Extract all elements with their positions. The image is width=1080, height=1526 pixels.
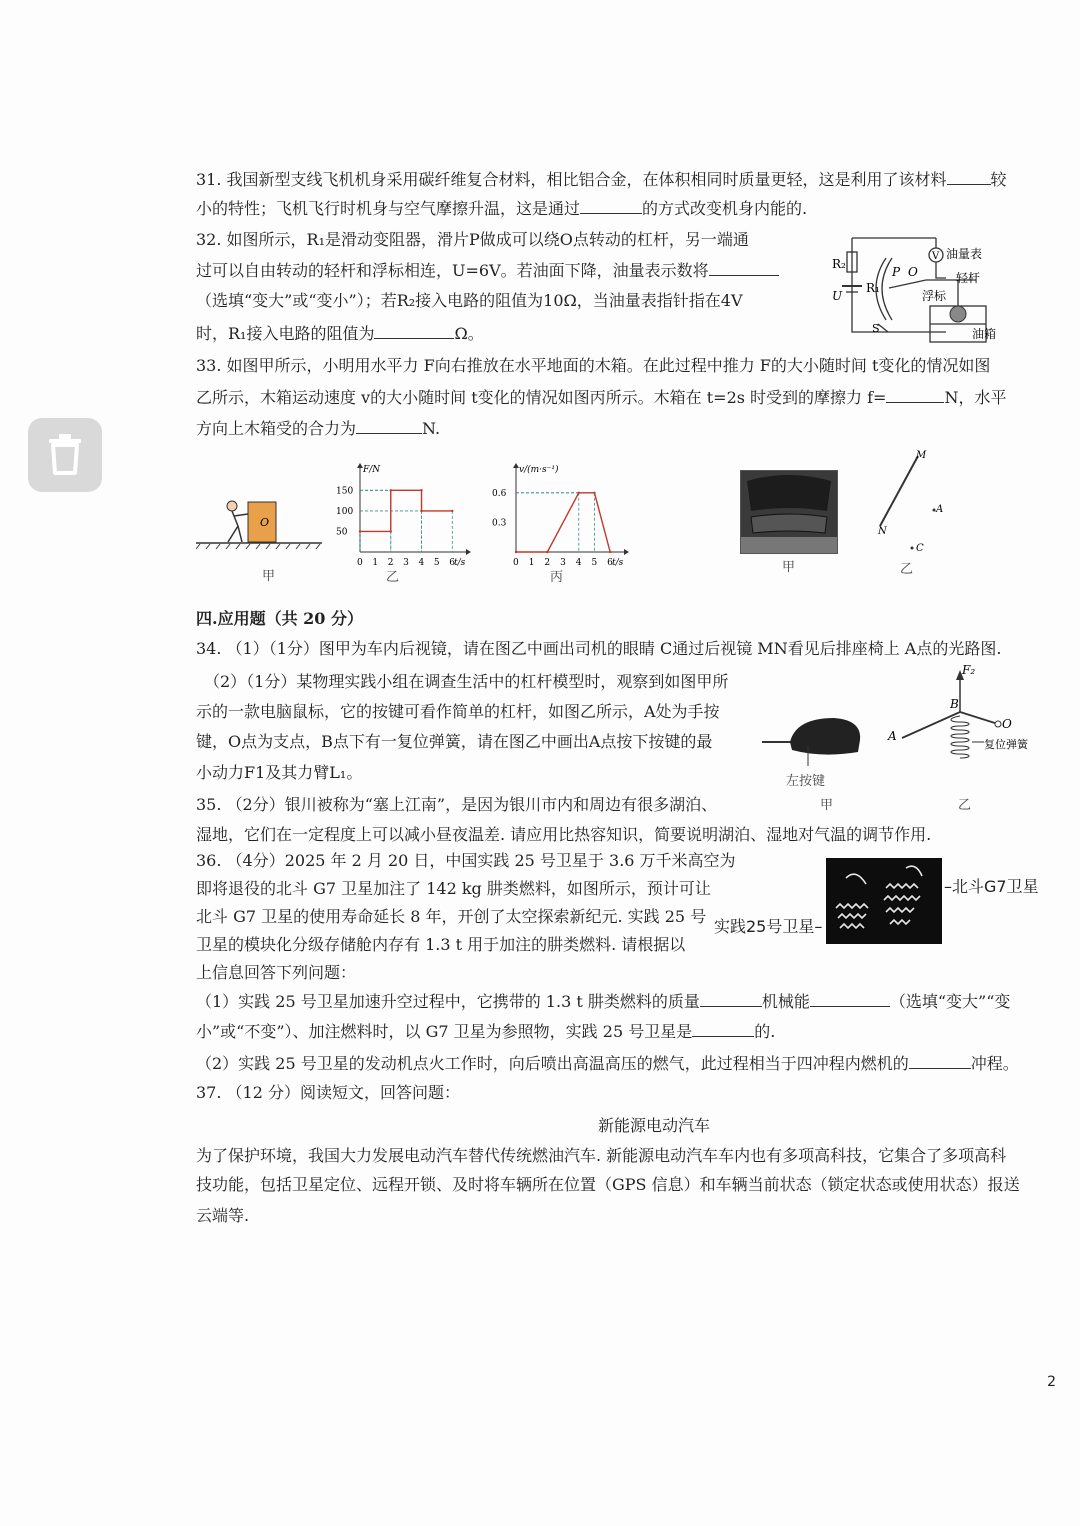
mirror-caption-jia: 甲 (782, 560, 796, 575)
q36-line1: 36. （4分）2025 年 2 月 20 日，中国实践 25 号卫星于 3.6 万千米高空为 (196, 851, 736, 870)
x-tick-label: 4 (418, 558, 425, 568)
q31-text: 较 (990, 170, 1007, 189)
mirror-n-label: N (878, 526, 887, 537)
q37-line1: 37. （12 分）阅读短文，回答问题： (196, 1083, 460, 1102)
x-tick-label: 1 (372, 558, 379, 568)
data-point (593, 492, 595, 494)
q36-part1-line2 (196, 1020, 775, 1043)
x-tick-label: 6 (607, 558, 613, 568)
q32-line3: （选填“变大”或“变小”）；若R₂接入电路的阻值为10Ω，当油量表指针指在4V (196, 291, 743, 310)
page-number: 2 (1047, 1374, 1056, 1390)
force-time-chart (326, 460, 476, 578)
velocity-time-chart (482, 460, 634, 578)
x-tick-label: 6 (449, 558, 456, 568)
delete-button[interactable] (28, 418, 102, 492)
article-title: 新能源电动汽车 (598, 1116, 711, 1135)
force-f2-label: F₂ (962, 663, 976, 677)
y-axis-label: F/N (363, 465, 381, 475)
spring-label: 复位弹簧 (984, 738, 1028, 751)
q32-line1: 32. 如图所示，R₁是滑动变阻器，滑片P做成可以绕O点转动的杠杆，另一端通 (196, 230, 749, 249)
q33-text: 乙所示，木箱运动速度 v的大小随时间 t变化的情况如图丙所示。木箱在 t=2s 时受到的摩擦力 f= (196, 388, 887, 407)
series-line (516, 493, 610, 552)
answer-blank[interactable] (810, 990, 890, 1007)
point-a-label: A (888, 729, 897, 743)
rod-label: 轻杆 (956, 271, 981, 285)
mirror-ray-diagram (870, 448, 950, 566)
answer-blank[interactable] (374, 322, 454, 339)
q33-line3 (196, 417, 440, 440)
q33-text: N. (422, 419, 441, 438)
caption-jia: 甲 (262, 569, 276, 584)
point-a-label: A (936, 504, 944, 515)
q36-text: 机械能 (761, 992, 810, 1011)
q33-text: N，水平 (944, 388, 1007, 407)
q36-line4: 卫星的模块化分级存储舱内存有 1.3 t 用于加注的肼类燃料. 请根据以 (196, 935, 686, 954)
rearview-mirror-photo (740, 470, 838, 554)
data-point (390, 489, 392, 491)
point-c-label: C (916, 543, 924, 554)
y-tick-label: 150 (336, 486, 354, 497)
q36-text: （2）实践 25 号卫星的发动机点火工作时，向后喷出高温高压的燃气，此过程相当于四冲程内燃机的 (196, 1054, 909, 1073)
q34-line5: 小动力F1及其力臂L₁。 (196, 763, 363, 782)
r1-label: R₁ (866, 281, 880, 295)
caption-yi: 乙 (386, 570, 400, 585)
q34-line3: 示的一款电脑鼠标，它的按键可看作简单的杠杆，如图乙所示，A处为手按 (196, 702, 720, 721)
data-point (390, 530, 392, 532)
q35-line2: 湿地，它们在一定程度上可以减小昼夜温差. 请应用比热容知识，简要说明湖泊、湿地对气温的调节作用. (196, 825, 932, 844)
data-point (515, 551, 517, 553)
answer-blank[interactable] (909, 1052, 971, 1069)
q34-line2: （2）（1分）某物理实践小组在调查生活中的杠杆模型时，观察到如图甲所 (204, 672, 729, 691)
answer-blank[interactable] (947, 168, 991, 185)
answer-blank[interactable] (709, 259, 779, 276)
data-point (609, 551, 611, 553)
voltage-label: U (832, 289, 843, 303)
q33-line2 (196, 386, 1006, 409)
mirror-caption-yi: 乙 (900, 562, 914, 577)
x-axis-label: t/s (454, 558, 466, 568)
x-tick-label: 0 (357, 558, 363, 568)
q36-line5: 上信息回答下列问题： (196, 963, 357, 982)
data-point (578, 492, 580, 494)
caption-bing: 丙 (550, 570, 564, 585)
voltmeter-label: V (932, 251, 940, 262)
answer-blank[interactable] (580, 197, 642, 214)
mouse-caption-jia: 甲 (820, 798, 834, 813)
y-tick-label: 0.6 (492, 488, 507, 499)
answer-blank[interactable] (356, 417, 422, 434)
x-tick-label: 5 (433, 558, 440, 568)
q36-line3: 北斗 G7 卫星的使用寿命延长 8 年，开创了太空探索新纪元. 实践 25 号 (196, 907, 707, 926)
left-key-label: 左按键 (786, 774, 826, 789)
push-box-figure (196, 488, 326, 572)
y-tick-label: 0.3 (492, 518, 507, 529)
y-tick-label: 50 (336, 527, 348, 538)
x-tick-label: 0 (513, 558, 519, 568)
q36-line2: 即将退役的北斗 G7 卫星加注了 142 kg 肼类燃料，如图所示，预计可让 (196, 879, 711, 898)
x-axis-arrow (624, 549, 629, 555)
q33-line1: 33. 如图甲所示，小明用水平力 F向右推放在水平地面的木箱。在此过程中推力 F的大小随时间 t变化的情况如图 (196, 356, 991, 375)
x-tick-label: 5 (591, 558, 598, 568)
x-tick-label: 3 (560, 558, 566, 568)
q34-line4: 键，O点为支点，B点下有一复位弹簧，请在图乙中画出A点按下按键的最 (196, 732, 713, 751)
trash-icon (45, 433, 85, 477)
q31-text: 小的特性；飞机飞行时机身与空气摩擦升温，这是通过 (196, 199, 581, 218)
q32-text: 过可以自由转动的轻杆和浮标相连，U=6V。若油面下降，油量表示数将 (196, 261, 709, 280)
data-point (420, 489, 422, 491)
data-point (546, 551, 548, 553)
float-label: 浮标 (922, 289, 947, 303)
x-tick-label: 4 (575, 558, 582, 568)
article-p1: 为了保护环境，我国大力发展电动汽车替代传统燃油汽车. 新能源电动汽车车内也有多项高科技，它集合了多项高科 (196, 1146, 1007, 1165)
q36-text: 小”或“不变”）、加注燃料时，以 G7 卫星为参照物，实践 25 号卫星是 (196, 1022, 693, 1041)
q32-line2 (196, 259, 779, 282)
data-point (451, 510, 453, 512)
r2-label: R₂ (832, 257, 846, 271)
lever-caption-yi: 乙 (958, 798, 972, 813)
q31-line2 (196, 197, 807, 220)
oil-meter-circuit-figure (826, 228, 1016, 346)
q32-text: Ω。 (454, 324, 484, 343)
x-tick-label: 3 (403, 558, 409, 568)
x-tick-label: 2 (387, 558, 394, 568)
x-tick-label: 1 (528, 558, 535, 568)
y-tick-label: 100 (336, 506, 354, 517)
q36-text: 的. (754, 1022, 776, 1041)
article-p3: 云端等. (196, 1206, 250, 1225)
slider-p-label: P (892, 265, 901, 279)
q31-text: 31. 我国新型支线飞机机身采用碳纤维复合材料，相比铝合金，在体积相同时质量更轻，这是利用了该材料 (196, 170, 947, 189)
sj25-label-text: 实践25号卫星 (714, 917, 815, 936)
answer-blank[interactable] (700, 990, 762, 1007)
q35-line1: 35. （2分）银川被称为“塞上江南”，是因为银川市内和周边有很多湖泊、 (196, 795, 718, 814)
pivot-o-label: O (1002, 717, 1012, 731)
y-axis-label: v/(m·s⁻¹) (519, 465, 559, 475)
switch-label: S (872, 322, 880, 335)
mouse-lever-diagram (880, 660, 1050, 778)
q36-text: （选填“变大”“变 (889, 992, 1011, 1011)
q36-part2 (196, 1052, 1019, 1075)
x-axis-arrow (466, 549, 471, 555)
q36-part1-line1 (196, 990, 1010, 1013)
oil-meter-label: 油量表 (946, 247, 983, 261)
q31-line1 (196, 168, 1007, 191)
answer-blank[interactable] (692, 1020, 754, 1037)
q32-line4 (196, 322, 484, 345)
x-axis-label: t/s (612, 558, 624, 568)
q34-line1: 34. （1）（1分）图甲为车内后视镜，请在图乙中画出司机的眼睛 C通过后视镜 MN看见后排座椅上 A点的光路图. (196, 639, 1002, 658)
q36-text: 冲程。 (970, 1054, 1019, 1073)
point-b-label: B (950, 697, 959, 711)
satellite-refuel-photo (826, 858, 942, 944)
section-heading: 四.应用题（共 20 分） (196, 609, 363, 628)
x-tick-label: 2 (544, 558, 551, 568)
q33-text: 方向上木箱受的合力为 (196, 419, 357, 438)
mirror-m-label: M (916, 450, 927, 461)
q31-text: 的方式改变机身内能的. (642, 199, 808, 218)
q32-text: 时，R₁接入电路的阻值为 (196, 324, 375, 343)
beidou-label: –北斗G7卫星 (944, 877, 1039, 896)
sj25-label: 实践25号卫星– (714, 917, 823, 936)
data-point (359, 530, 361, 532)
data-point (420, 510, 422, 512)
box-center-label: O (260, 516, 270, 529)
article-p2: 技功能，包括卫星定位、远程开锁、及时将车辆所在位置（GPS 信息）和车辆当前状态（锁定状态或使用状态）报送 (196, 1175, 1020, 1194)
pivot-o-label: O (908, 265, 918, 279)
answer-blank[interactable] (886, 386, 944, 403)
q36-text: （1）实践 25 号卫星加速升空过程中，它携带的 1.3 t 肼类燃料的质量 (196, 992, 700, 1011)
beidou-label-text: 北斗G7卫星 (952, 877, 1039, 896)
tank-label: 油箱 (972, 327, 997, 341)
